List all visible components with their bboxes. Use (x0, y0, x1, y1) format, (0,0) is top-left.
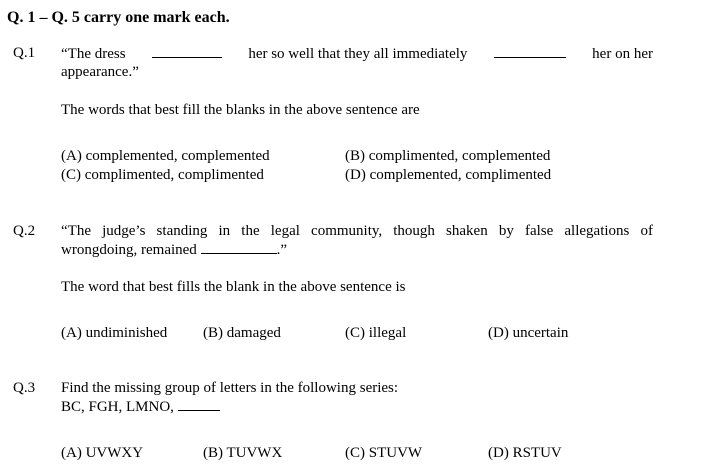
question-3-blank (178, 397, 220, 411)
question-3-stem-line2 (61, 397, 653, 416)
section-title: Q. 1 – Q. 5 carry one mark each. (7, 9, 230, 26)
question-2-stem-line2 (61, 240, 653, 259)
question-3-option-c: (C) STUVW (345, 445, 423, 461)
question-number-2: Q.2 (13, 223, 36, 239)
question-1-option-b: (B) complimented, complemented (345, 148, 551, 164)
question-2-prompt: The word that best fills the blank in the above sentence is (61, 279, 406, 295)
question-2-option-c: (C) illegal (345, 325, 407, 341)
question-1-stem-line2: appearance.” (61, 64, 139, 80)
question-3-series: BC, FGH, LMNO, (61, 399, 174, 415)
question-2-option-a: (A) undiminished (61, 325, 168, 341)
question-1-blank-1 (152, 44, 222, 58)
question-2-stem-end: .” (276, 242, 287, 258)
question-3-option-d: (D) RSTUV (488, 445, 562, 461)
question-1-option-d: (D) complemented, complimented (345, 167, 552, 183)
question-3-option-a: (A) UVWXY (61, 445, 144, 461)
question-3-stem (61, 379, 653, 416)
question-3-stem-line1: Find the missing group of letters in the following series: (61, 380, 399, 396)
question-1-stem-part3: her on her (592, 46, 653, 62)
question-2-blank (201, 240, 277, 254)
question-2-stem (61, 222, 653, 259)
question-1-prompt: The words that best fill the blanks in the above sentence are (61, 102, 420, 118)
question-1-stem (61, 44, 653, 81)
question-3-option-b: (B) TUVWX (203, 445, 283, 461)
question-1-stem-part1: “The dress (61, 46, 126, 62)
question-2-stem-line1: “The judge’s standing in the legal community, though shaken by false allegations of (61, 223, 653, 239)
question-number-1: Q.1 (13, 45, 36, 61)
question-2-stem-part2: wrongdoing, remained (61, 242, 197, 258)
question-1-stem-part2: her so well that they all immediately (248, 46, 468, 62)
question-number-3: Q.3 (13, 380, 36, 396)
question-2-option-b: (B) damaged (203, 325, 281, 341)
question-1-stem-line1 (61, 44, 653, 63)
question-1-option-a: (A) complemented, complemented (61, 148, 270, 164)
question-1-blank-2 (494, 44, 566, 58)
question-2-option-d: (D) uncertain (488, 325, 569, 341)
question-1-option-c: (C) complimented, complimented (61, 167, 264, 183)
